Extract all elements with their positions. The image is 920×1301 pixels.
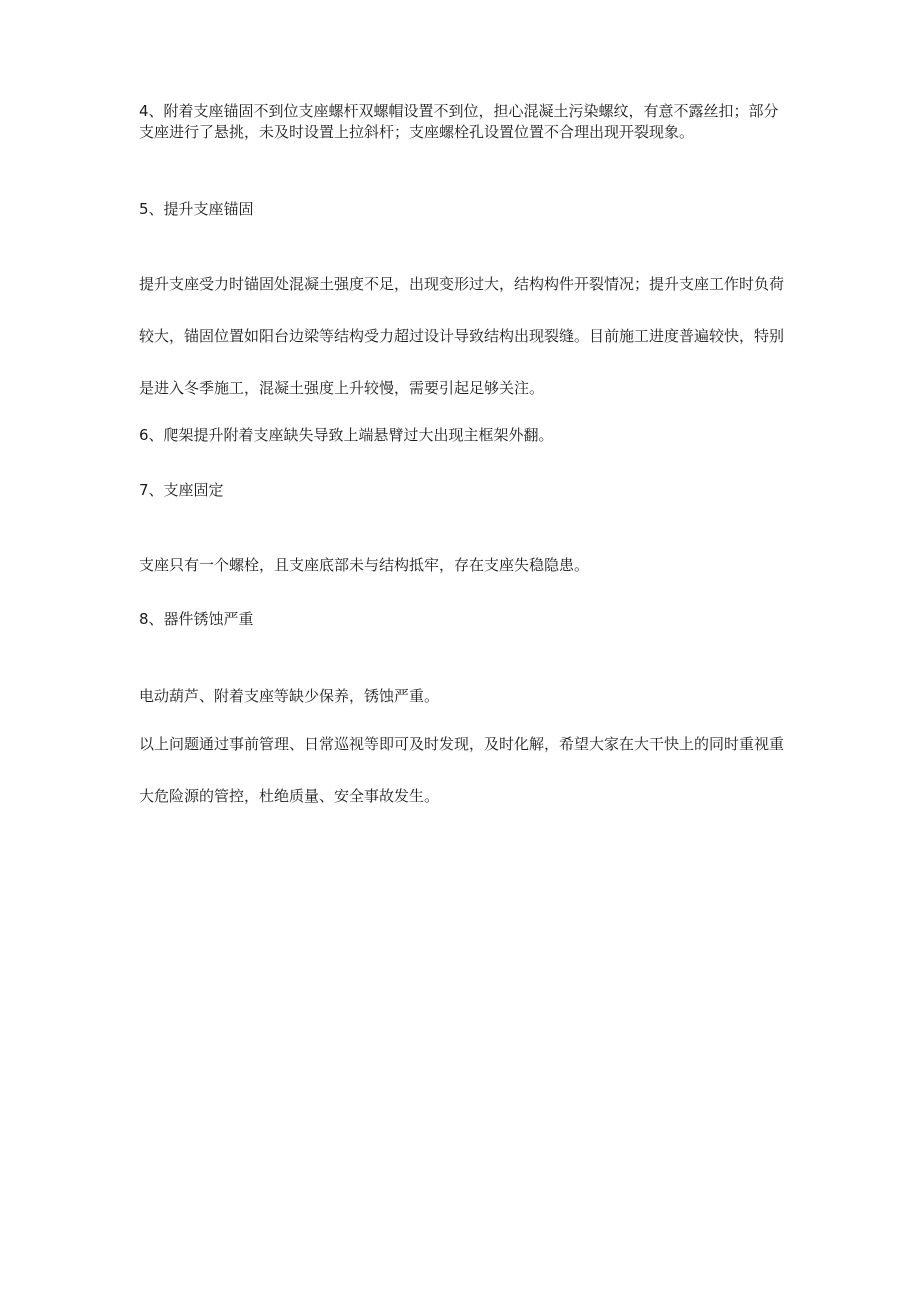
item-5-heading: 5、提升支座锚固 xyxy=(139,200,254,218)
item-4-paragraph: 4、附着支座锚固不到位支座螺杆双螺帽设置不到位，担心混凝土污染螺纹，有意不露丝扣；部分支座进行了悬挑，未及时设置上拉斜杆；支座螺栓孔设置位置不合理出现开裂现象。 xyxy=(139,102,779,141)
item-8-body: 电动葫芦、附着支座等缺少保养，锈蚀严重。 xyxy=(139,687,440,705)
item-7-heading: 7、支座固定 xyxy=(139,481,224,499)
item-6-paragraph: 6、爬架提升附着支座缺失导致上端悬臂过大出现主框架外翻。 xyxy=(139,426,554,444)
item-5-body: 提升支座受力时锚固处混凝土强度不足，出现变形过大，结构构件开裂情况；提升支座工作时负荷较大，锚固位置如阳台边梁等结构受力超过设计导致结构出现裂缝。目前施工进度普遍较快，特别是进入冬季施工，混凝土强度上升较慢，需要引起足够关注。 xyxy=(139,275,785,397)
item-8-heading: 8、器件锈蚀严重 xyxy=(139,610,254,628)
conclusion-paragraph: 以上问题通过事前管理、日常巡视等即可及时发现，及时化解，希望大家在大干快上的同时重视重大危险源的管控，杜绝质量、安全事故发生。 xyxy=(139,735,785,805)
item-7-body: 支座只有一个螺栓，且支座底部未与结构抵牢，存在支座失稳隐患。 xyxy=(139,556,590,574)
